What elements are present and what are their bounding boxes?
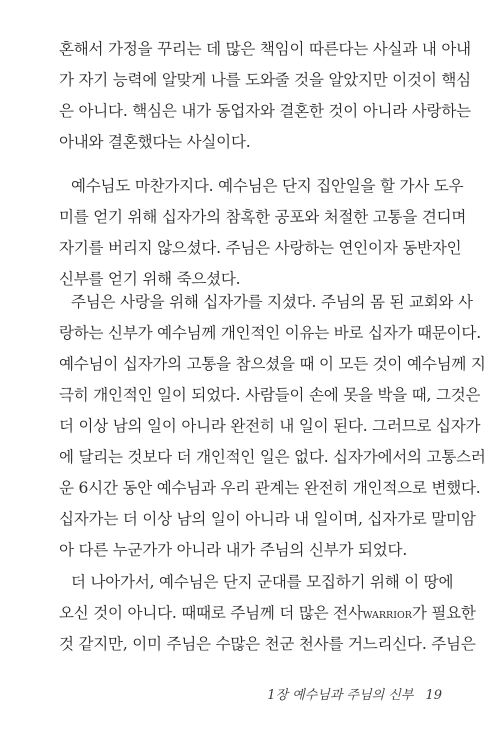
- text-line: 에 달리는 것보다 더 개인적인 일은 없다. 십자가에서의 고통스러: [59, 448, 486, 466]
- running-head: 1장 예수님과 주님의 신부: [267, 688, 414, 703]
- text-segment: 오신 것이 아니다. 때때로 주님께 더 많은 전사: [59, 604, 363, 622]
- text-line: 은 아니다. 핵심은 내가 동업자와 결혼한 것이 아니라 사랑하는: [59, 102, 471, 120]
- text-line: 가 자기 능력에 알맞게 나를 도와줄 것을 알았지만 이것이 핵심: [59, 71, 471, 89]
- text-line: 더 이상 남의 일이 아니라 완전히 내 일이 된다. 그러므로 십자가: [59, 417, 481, 435]
- text-line: 미를 얻기 위해 십자가의 참혹한 공포와 처절한 고통을 견디며: [59, 208, 467, 226]
- text-line: 주님은 사랑을 위해 십자가를 지셨다. 주님의 몸 된 교회와 사: [71, 293, 473, 311]
- text-line: 운 6시간 동안 예수님과 우리 관계는 완전히 개인적으로 변했다.: [59, 479, 481, 497]
- text-line: 아내와 결혼했다는 사실이다.: [59, 133, 251, 151]
- text-line: 더 나아가서, 예수님은 단지 군대를 모집하기 위해 이 땅에: [71, 573, 454, 591]
- text-line: 예수님도 마찬가지다. 예수님은 단지 집안일을 할 가사 도우: [71, 177, 464, 195]
- text-line: 예수님이 십자가의 고통을 참으셨을 때 이 모든 것이 예수님께 지: [59, 355, 486, 373]
- page-number: 19: [425, 688, 442, 703]
- text-line: 혼해서 가정을 꾸리는 데 많은 책임이 따른다는 사실과 내 아내: [59, 40, 471, 58]
- text-line: 십자가는 더 이상 남의 일이 아니라 내 일이며, 십자가로 말미암: [59, 510, 476, 528]
- text-line: 신부를 얻기 위해 죽으셨다.: [59, 270, 241, 288]
- text-line: 아 다른 누군가가 아니라 내가 주님의 신부가 되었다.: [59, 541, 408, 559]
- english-gloss: WARRIOR: [362, 610, 412, 621]
- page-footer: [262, 684, 442, 703]
- text-line: 극히 개인적인 일이 되었다. 사람들이 손에 못을 박을 때, 그것은: [59, 386, 481, 404]
- text-line: [59, 603, 476, 623]
- text-segment: 가 필요한: [411, 604, 476, 622]
- text-line: 자기를 버리지 않으셨다. 주님은 사랑하는 연인이자 동반자인: [59, 239, 462, 257]
- text-line: 것 같지만, 이미 주님은 수많은 천군 천사를 거느리신다. 주님은: [59, 635, 476, 653]
- text-line: 랑하는 신부가 예수님께 개인적인 이유는 바로 십자가 때문이다.: [59, 324, 481, 342]
